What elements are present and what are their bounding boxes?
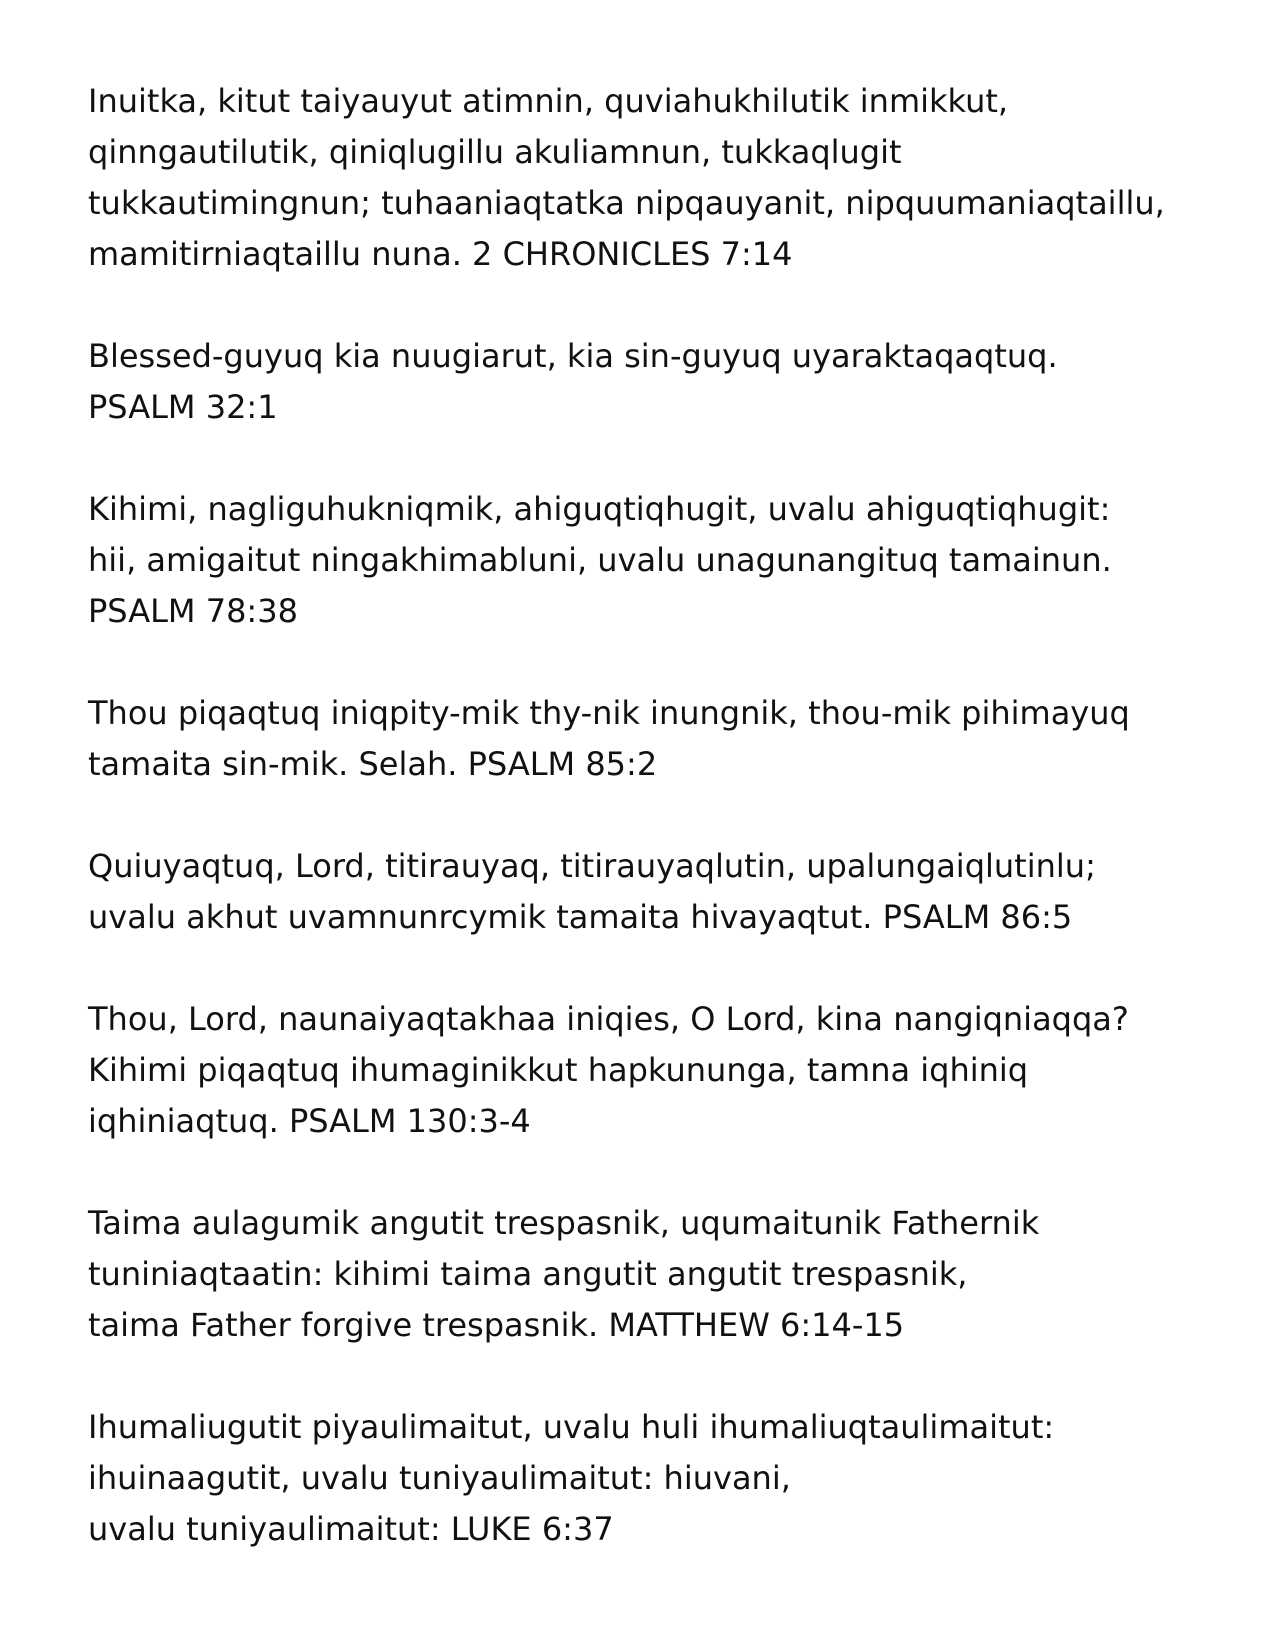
verse-line: Kihimi, nagliguhukniqmik, ahiguqtiqhugit, uvalu ahiguqtiqhugit: xyxy=(88,490,1111,528)
verse-line: PSALM 78:38 xyxy=(88,592,298,630)
verse-line: iqhiniaqtuq. PSALM 130:3-4 xyxy=(88,1102,531,1140)
verse-line: taima Father forgive trespasnik. MATTHEW 6:14-15 xyxy=(88,1306,905,1344)
verse-2-chronicles-7-14 xyxy=(88,76,1248,280)
verse-line: Quiuyaqtuq, Lord, titirauyaq, titirauyaqlutin, upalungaiqlutinlu; xyxy=(88,847,1096,885)
verse-psalm-130-3-4 xyxy=(88,994,1248,1147)
verse-line: mamitirniaqtaillu nuna. 2 CHRONICLES 7:14 xyxy=(88,235,793,273)
verse-psalm-78-38 xyxy=(88,484,1248,637)
verse-line: tamaita sin-mik. Selah. PSALM 85:2 xyxy=(88,745,658,783)
verse-line: tukkautimingnun; tuhaaniaqtatka nipqauyanit, nipquumaniaqtaillu, xyxy=(88,184,1165,222)
verse-line: tuniniaqtaatin: kihimi taima angutit angutit trespasnik, xyxy=(88,1255,968,1293)
verse-psalm-32-1 xyxy=(88,331,1248,433)
verse-list xyxy=(88,76,1248,1606)
verse-line: Taima aulagumik angutit trespasnik, uqumaitunik Fathernik xyxy=(88,1204,1040,1242)
verse-line: ihuinaagutit, uvalu tuniyaulimaitut: hiuvani, xyxy=(88,1459,791,1497)
verse-line: Blessed-guyuq kia nuugiarut, kia sin-guyuq uyaraktaqaqtuq. xyxy=(88,337,1058,375)
verse-line: Inuitka, kitut taiyauyut atimnin, quviahukhilutik inmikkut, xyxy=(88,82,1009,120)
verse-line: Thou, Lord, naunaiyaqtakhaa iniqies, O Lord, kina nangiqniaqqa? xyxy=(88,1000,1129,1038)
verse-line: hii, amigaitut ningakhimabluni, uvalu unagunangituq tamainun. xyxy=(88,541,1112,579)
verse-line: Thou piqaqtuq iniqpity-mik thy-nik inungnik, thou-mik pihimayuq xyxy=(88,694,1130,732)
verse-line: PSALM 32:1 xyxy=(88,388,278,426)
verse-psalm-85-2 xyxy=(88,688,1248,790)
verse-luke-6-37 xyxy=(88,1402,1248,1555)
verse-line: uvalu akhut uvamnunrcymik tamaita hivayaqtut. PSALM 86:5 xyxy=(88,898,1073,936)
verse-line: Ihumaliugutit piyaulimaitut, uvalu huli ihumaliuqtaulimaitut: xyxy=(88,1408,1055,1446)
verse-matthew-6-14-15 xyxy=(88,1198,1248,1351)
verse-psalm-86-5 xyxy=(88,841,1248,943)
verse-line: uvalu tuniyaulimaitut: LUKE 6:37 xyxy=(88,1510,614,1548)
verse-line: qinngautilutik, qiniqlugillu akuliamnun, tukkaqlugit xyxy=(88,133,902,171)
verse-line: Kihimi piqaqtuq ihumaginikkut hapkununga, tamna iqhiniq xyxy=(88,1051,1029,1089)
